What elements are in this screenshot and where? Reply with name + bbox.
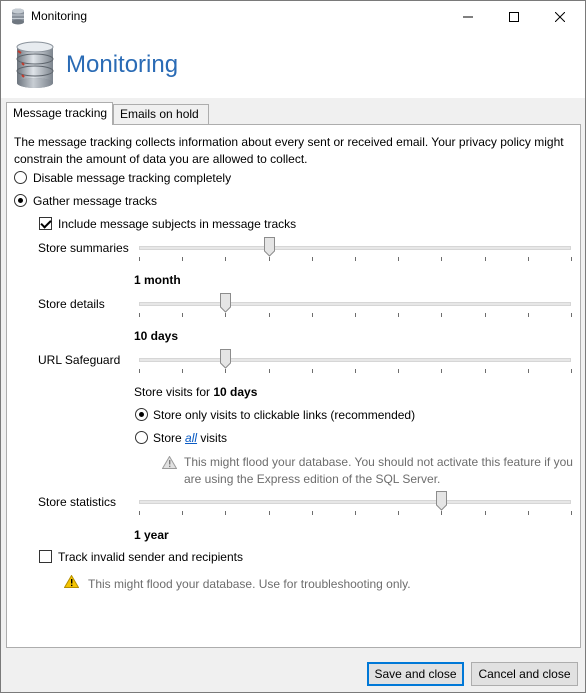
all-visits-warning-line2: are using the Express edition of the SQL Server. [184, 472, 441, 486]
slider-ticks [139, 511, 571, 515]
slider-thumb[interactable] [264, 237, 275, 257]
close-icon [555, 12, 565, 22]
warning-icon [64, 575, 79, 588]
slider-tick [139, 511, 140, 515]
maximize-button[interactable] [491, 1, 537, 32]
slider-tick [355, 313, 356, 317]
minimize-icon [463, 12, 473, 22]
include-subjects-label[interactable]: Include message subjects in message tracks [58, 217, 297, 231]
store-summaries-slider[interactable] [139, 240, 571, 262]
tab-emails-on-hold[interactable]: Emails on hold [113, 104, 209, 124]
slider-tick [269, 511, 270, 515]
store-summaries-value: 1 month [134, 273, 181, 287]
all-link[interactable]: all [185, 431, 198, 445]
slider-ticks [139, 257, 571, 261]
tracking-description: The message tracking collects information about every sent or received email. Your privacy policy might constrain the amount of data you are allowed to collect. [14, 135, 564, 166]
slider-tick [182, 511, 183, 515]
tab-message-tracking[interactable]: Message tracking [6, 102, 113, 125]
slider-tick [312, 511, 313, 515]
store-all-visits-label[interactable] [153, 431, 227, 445]
slider-tick [398, 511, 399, 515]
slider-tick [398, 257, 399, 261]
slider-tick [571, 313, 572, 317]
slider-tick [485, 369, 486, 373]
store-details-value: 10 days [134, 329, 179, 343]
url-safeguard-slider[interactable] [139, 352, 571, 374]
visits-suffix: visits [200, 431, 228, 445]
cancel-and-close-button[interactable]: Cancel and close [471, 662, 578, 686]
store-prefix: Store [153, 431, 182, 445]
slider-tick [528, 369, 529, 373]
slider-thumb[interactable] [436, 491, 447, 511]
store-details-label: Store details [38, 297, 105, 311]
warning-icon-gray [162, 456, 177, 469]
only-clickable-label[interactable]: Store only visits to clickable links (recommended) [153, 408, 416, 422]
slider-track[interactable] [139, 246, 571, 250]
slider-track[interactable] [139, 358, 571, 362]
database-icon [14, 41, 56, 89]
track-invalid-warning: This might flood your database. Use for troubleshooting only. [88, 577, 411, 591]
title-bar [1, 1, 585, 32]
slider-track[interactable] [139, 302, 571, 306]
slider-tick [312, 257, 313, 261]
slider-tick [182, 257, 183, 261]
slider-thumb[interactable] [220, 293, 231, 313]
url-safeguard-value: 10 days [213, 385, 258, 399]
slider-tick [225, 313, 226, 317]
slider-tick [269, 257, 270, 261]
slider-tick [441, 313, 442, 317]
slider-tick [398, 369, 399, 373]
slider-ticks [139, 313, 571, 317]
slider-tick [571, 511, 572, 515]
visits-prefix: Store visits for [134, 385, 211, 399]
slider-tick [441, 511, 442, 515]
url-safeguard-summary [134, 385, 257, 399]
slider-tick [355, 369, 356, 373]
page-title: Monitoring [66, 51, 179, 78]
slider-tick [485, 313, 486, 317]
save-and-close-button[interactable]: Save and close [367, 662, 464, 686]
store-summaries-label: Store summaries [38, 241, 129, 255]
gather-tracks-label[interactable]: Gather message tracks [33, 194, 158, 208]
slider-tick [571, 369, 572, 373]
track-invalid-label[interactable]: Track invalid sender and recipients [58, 550, 243, 564]
database-app-icon [11, 8, 25, 25]
slider-tick [528, 313, 529, 317]
slider-tick [355, 511, 356, 515]
gather-tracks-radio[interactable] [14, 194, 27, 207]
slider-tick [225, 511, 226, 515]
track-invalid-checkbox[interactable] [39, 550, 52, 563]
slider-tick [269, 313, 270, 317]
slider-tick [355, 257, 356, 261]
slider-tick [139, 313, 140, 317]
slider-tick [182, 313, 183, 317]
slider-tick [139, 257, 140, 261]
slider-tick [312, 313, 313, 317]
header-banner [1, 32, 585, 98]
slider-tick [182, 369, 183, 373]
slider-tick [485, 257, 486, 261]
slider-tick [528, 257, 529, 261]
close-button[interactable] [537, 1, 583, 32]
disable-tracking-radio[interactable] [14, 171, 27, 184]
slider-tick [225, 369, 226, 373]
store-statistics-label: Store statistics [38, 495, 117, 509]
slider-tick [485, 511, 486, 515]
only-clickable-radio[interactable] [135, 408, 148, 421]
slider-tick [571, 257, 572, 261]
slider-tick [441, 257, 442, 261]
slider-thumb[interactable] [220, 349, 231, 369]
url-safeguard-label: URL Safeguard [38, 353, 121, 367]
slider-ticks [139, 369, 571, 373]
slider-track[interactable] [139, 500, 571, 504]
store-statistics-value: 1 year [134, 528, 169, 542]
store-details-slider[interactable] [139, 296, 571, 318]
slider-tick [269, 369, 270, 373]
disable-tracking-label[interactable]: Disable message tracking completely [33, 171, 232, 185]
slider-tick [225, 257, 226, 261]
include-subjects-checkbox[interactable] [39, 217, 52, 230]
slider-tick [398, 313, 399, 317]
maximize-icon [509, 12, 519, 22]
message-tracking-panel [6, 124, 581, 648]
all-visits-warning-line1: This might flood your database. You should not activate this feature if you [184, 455, 573, 469]
slider-tick [139, 369, 140, 373]
slider-tick [528, 511, 529, 515]
slider-tick [441, 369, 442, 373]
store-statistics-slider[interactable] [139, 494, 571, 516]
minimize-button[interactable] [445, 1, 491, 32]
window-title: Monitoring [31, 9, 88, 23]
store-all-visits-radio[interactable] [135, 431, 148, 444]
slider-tick [312, 369, 313, 373]
